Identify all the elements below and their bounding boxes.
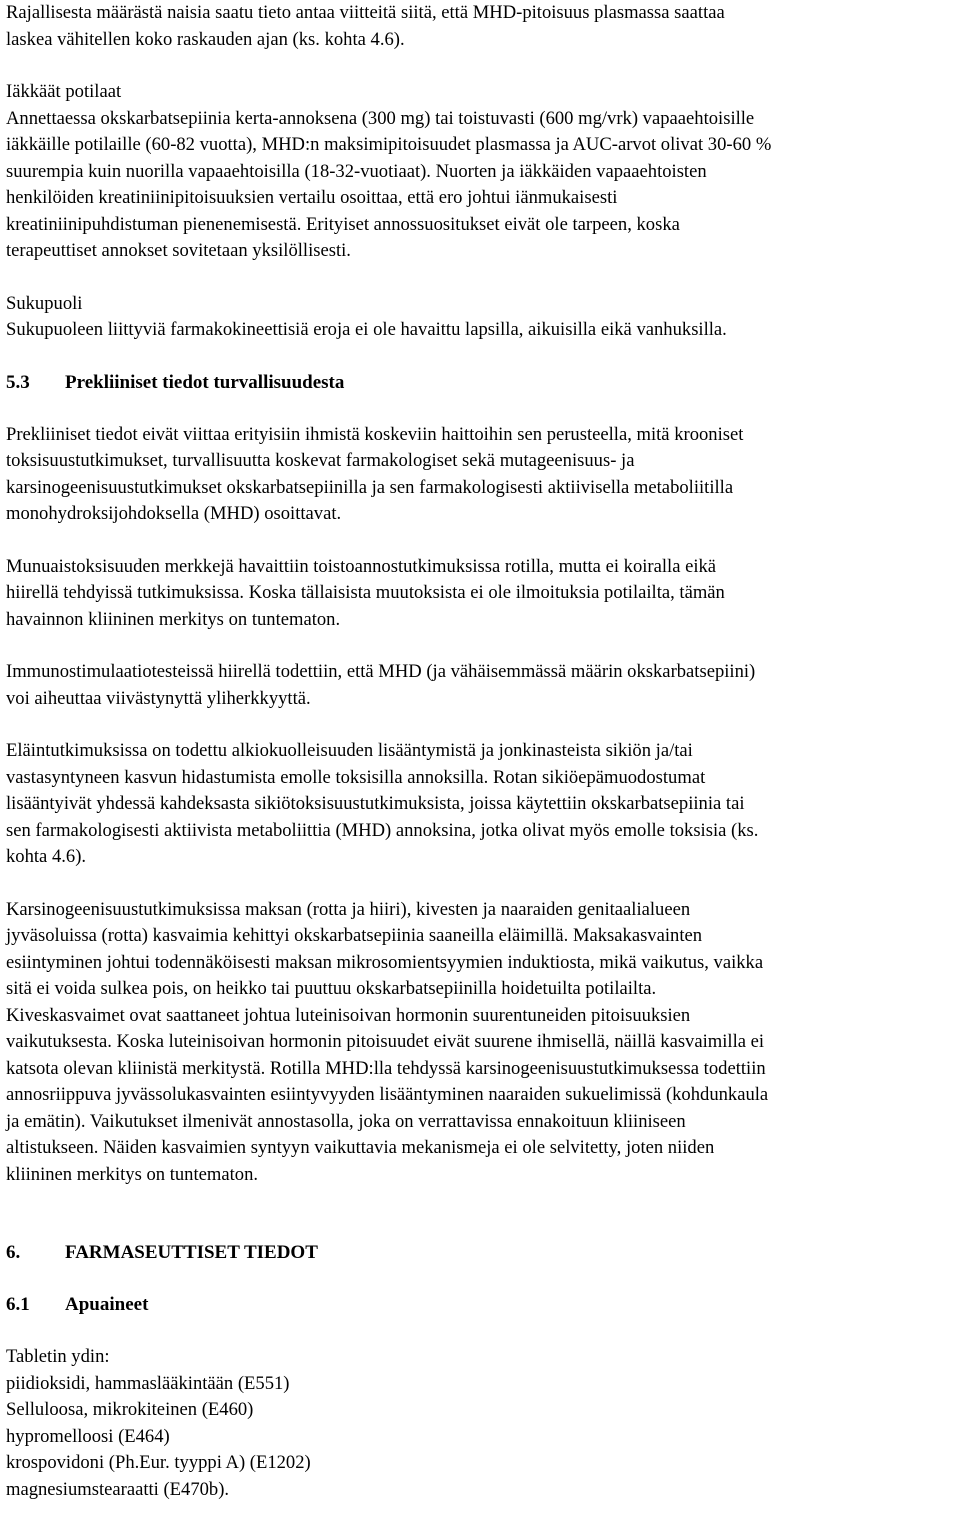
- subsection-title: Iäkkäät potilaat: [6, 81, 122, 102]
- section-number: 6.1: [6, 1294, 30, 1315]
- text-line: Immunostimulaatiotesteissä hiirellä todettiin, että MHD (ja vähäisemmässä määrin okskarbatsepiini): [6, 661, 756, 682]
- section-title: Prekliiniset tiedot turvallisuudesta: [65, 371, 345, 393]
- section-heading-6: [6, 1240, 956, 1266]
- text-line: katsota olevan kliinistä merkitystä. Rotilla MHD:lla tehdyssä karsinogeenisuustutkimuksessa todettiin: [6, 1057, 766, 1079]
- paragraph: [6, 422, 956, 528]
- paragraph: [6, 554, 956, 634]
- text-line: vaikutuksesta. Koska luteinisoivan hormonin pitoisuudet eivät suurene ihmisellä, näillä kasvaimilla ei: [6, 1031, 765, 1052]
- list-item: Selluloosa, mikrokiteinen (E460): [6, 1399, 254, 1420]
- text-line: Kiveskasvaimet ovat saattaneet johtua luteinisoivan hormonin suurentuneiden pitoisuuksien: [6, 1004, 691, 1026]
- text-line: iäkkäille potilaille (60-82 vuotta), MHD:n maksimipitoisuudet plasmassa ja AUC-arvot olivat 30-60 %: [6, 134, 772, 155]
- text-line: karsinogeenisuustutkimukset okskarbatsepiinilla ja sen farmakologisesti aktiivisella metaboliitilla: [6, 476, 734, 498]
- text-line: Sukupuoleen liittyviä farmakokineettisiä eroja ei ole havaittu lapsilla, aikuisilla eikä vanhuksilla.: [6, 319, 727, 340]
- text-line: Annettaessa okskarbatsepiinia kerta-annoksena (300 mg) tai toistuvasti (600 mg/vrk) vapaaehtoisille: [6, 107, 755, 129]
- paragraph: [6, 738, 956, 871]
- subsection-title: Sukupuoli: [6, 292, 83, 314]
- list-item: magnesiumstearaatti (E470b).: [6, 1478, 230, 1500]
- text-line: kohta 4.6).: [6, 846, 87, 867]
- list-item: hypromelloosi (E464): [6, 1425, 170, 1447]
- text-line: Karsinogeenisuustutkimuksissa maksan (rotta ja hiiri), kivesten ja naaraiden genitaalialueen: [6, 898, 691, 920]
- list-item: piidioksidi, hammaslääkintään (E551): [6, 1372, 290, 1394]
- text-line: kreatiniinipuhdistuman pienenemisestä. Erityiset annossuositukset eivät ole tarpeen, koska: [6, 213, 680, 235]
- text-line: altistukseen. Näiden kasvaimien syntyyn vaikuttavia mekanismeja ei ole selvitetty, joten niiden: [6, 1137, 715, 1158]
- intro-paragraph: [6, 0, 956, 53]
- section-number: 6.: [6, 1242, 21, 1263]
- text-line: henkilöiden kreatiniinipitoisuuksien vertailu osoittaa, että ero johtui iänmukaisesti: [6, 187, 618, 208]
- list-item: krospovidoni (Ph.Eur. tyyppi A) (E1202): [6, 1452, 311, 1473]
- section-title: FARMASEUTTISET TIEDOT: [65, 1242, 318, 1263]
- section-heading-6-1: [6, 1292, 956, 1318]
- paragraph: [6, 659, 956, 712]
- list-heading: Tabletin ydin:: [6, 1346, 110, 1367]
- text-line: laskea vähitellen koko raskauden ajan (ks. kohta 4.6).: [6, 28, 405, 50]
- document-page: [6, 0, 956, 1503]
- section-title: Apuaineet: [65, 1294, 149, 1315]
- text-line: voi aiheuttaa viivästynyttä yliherkkyyttä.: [6, 687, 311, 709]
- excipients-list: [6, 1344, 956, 1503]
- text-line: sitä ei voida sulkea pois, on heikko tai puuttuu okskarbatsepiinilla hoidetuilta potilailta.: [6, 978, 657, 999]
- sex-section: [6, 291, 956, 344]
- text-line: sen farmakologisesti aktiivista metaboliittia (MHD) annoksina, jotka olivat myös emolle toksisia (ks.: [6, 819, 759, 841]
- text-line: lisääntyivät yhdessä kahdeksasta sikiötoksisuustutkimuksista, joissa käytettiin okskarbatsepiinia tai: [6, 793, 745, 814]
- text-line: Prekliiniset tiedot eivät viittaa erityisiin ihmistä koskeviin haittoihin sen perusteella, mitä krooniset: [6, 423, 744, 445]
- text-line: Rajallisesta määrästä naisia saatu tieto antaa viitteitä siitä, että MHD-pitoisuus plasmassa saattaa: [6, 2, 725, 23]
- text-line: kliininen merkitys on tuntematon.: [6, 1163, 259, 1185]
- text-line: hiirellä tehdyissä tutkimuksissa. Koska tällaisista muutoksista ei ole ilmoituksia potilailta, tämän: [6, 582, 725, 603]
- section-heading-5-3: [6, 370, 956, 396]
- text-line: havainnon kliininen merkitys on tuntematon.: [6, 608, 341, 630]
- elderly-patients-section: [6, 79, 956, 265]
- text-line: toksisuustutkimukset, turvallisuutta koskevat farmakologiset sekä mutageenisuus- ja: [6, 450, 635, 471]
- text-line: esiintyminen johtui todennäköisesti maksan mikrosomientsyymien induktiosta, mikä vaikutus, vaikka: [6, 951, 764, 973]
- text-line: Eläintutkimuksissa on todettu alkiokuolleisuuden lisääntymistä ja jonkinasteista sikiön ja/tai: [6, 740, 693, 761]
- text-line: ja emätin). Vaikutukset ilmenivät annostasolla, joka on verrattavissa ennakoituun kliiniseen: [6, 1110, 686, 1132]
- text-line: annosriippuva jyvässolukasvainten esiintyvyyden lisääntyminen naaraiden sukuelimissä (kohdunkaula: [6, 1084, 769, 1105]
- paragraph: [6, 897, 956, 1189]
- text-line: Munuaistoksisuuden merkkejä havaittiin toistoannostutkimuksissa rotilla, mutta ei koiralla eikä: [6, 555, 717, 577]
- text-line: terapeuttiset annokset sovitetaan yksilöllisesti.: [6, 240, 351, 261]
- text-line: jyväsoluissa (rotta) kasvaimia kehittyi okskarbatsepiinia saaneilla eläimillä. Maksakasvainten: [6, 925, 703, 946]
- text-line: vastasyntyneen kasvun hidastumista emolle toksisilla annoksilla. Rotan sikiöepämuodostumat: [6, 766, 706, 788]
- text-line: monohydroksijohdoksella (MHD) osoittavat.: [6, 503, 342, 524]
- section-number: 5.3: [6, 371, 30, 393]
- text-line: suurempia kuin nuorilla vapaaehtoisilla (18-32-vuotiaat). Nuorten ja iäkkäiden vapaaehtoisten: [6, 160, 707, 182]
